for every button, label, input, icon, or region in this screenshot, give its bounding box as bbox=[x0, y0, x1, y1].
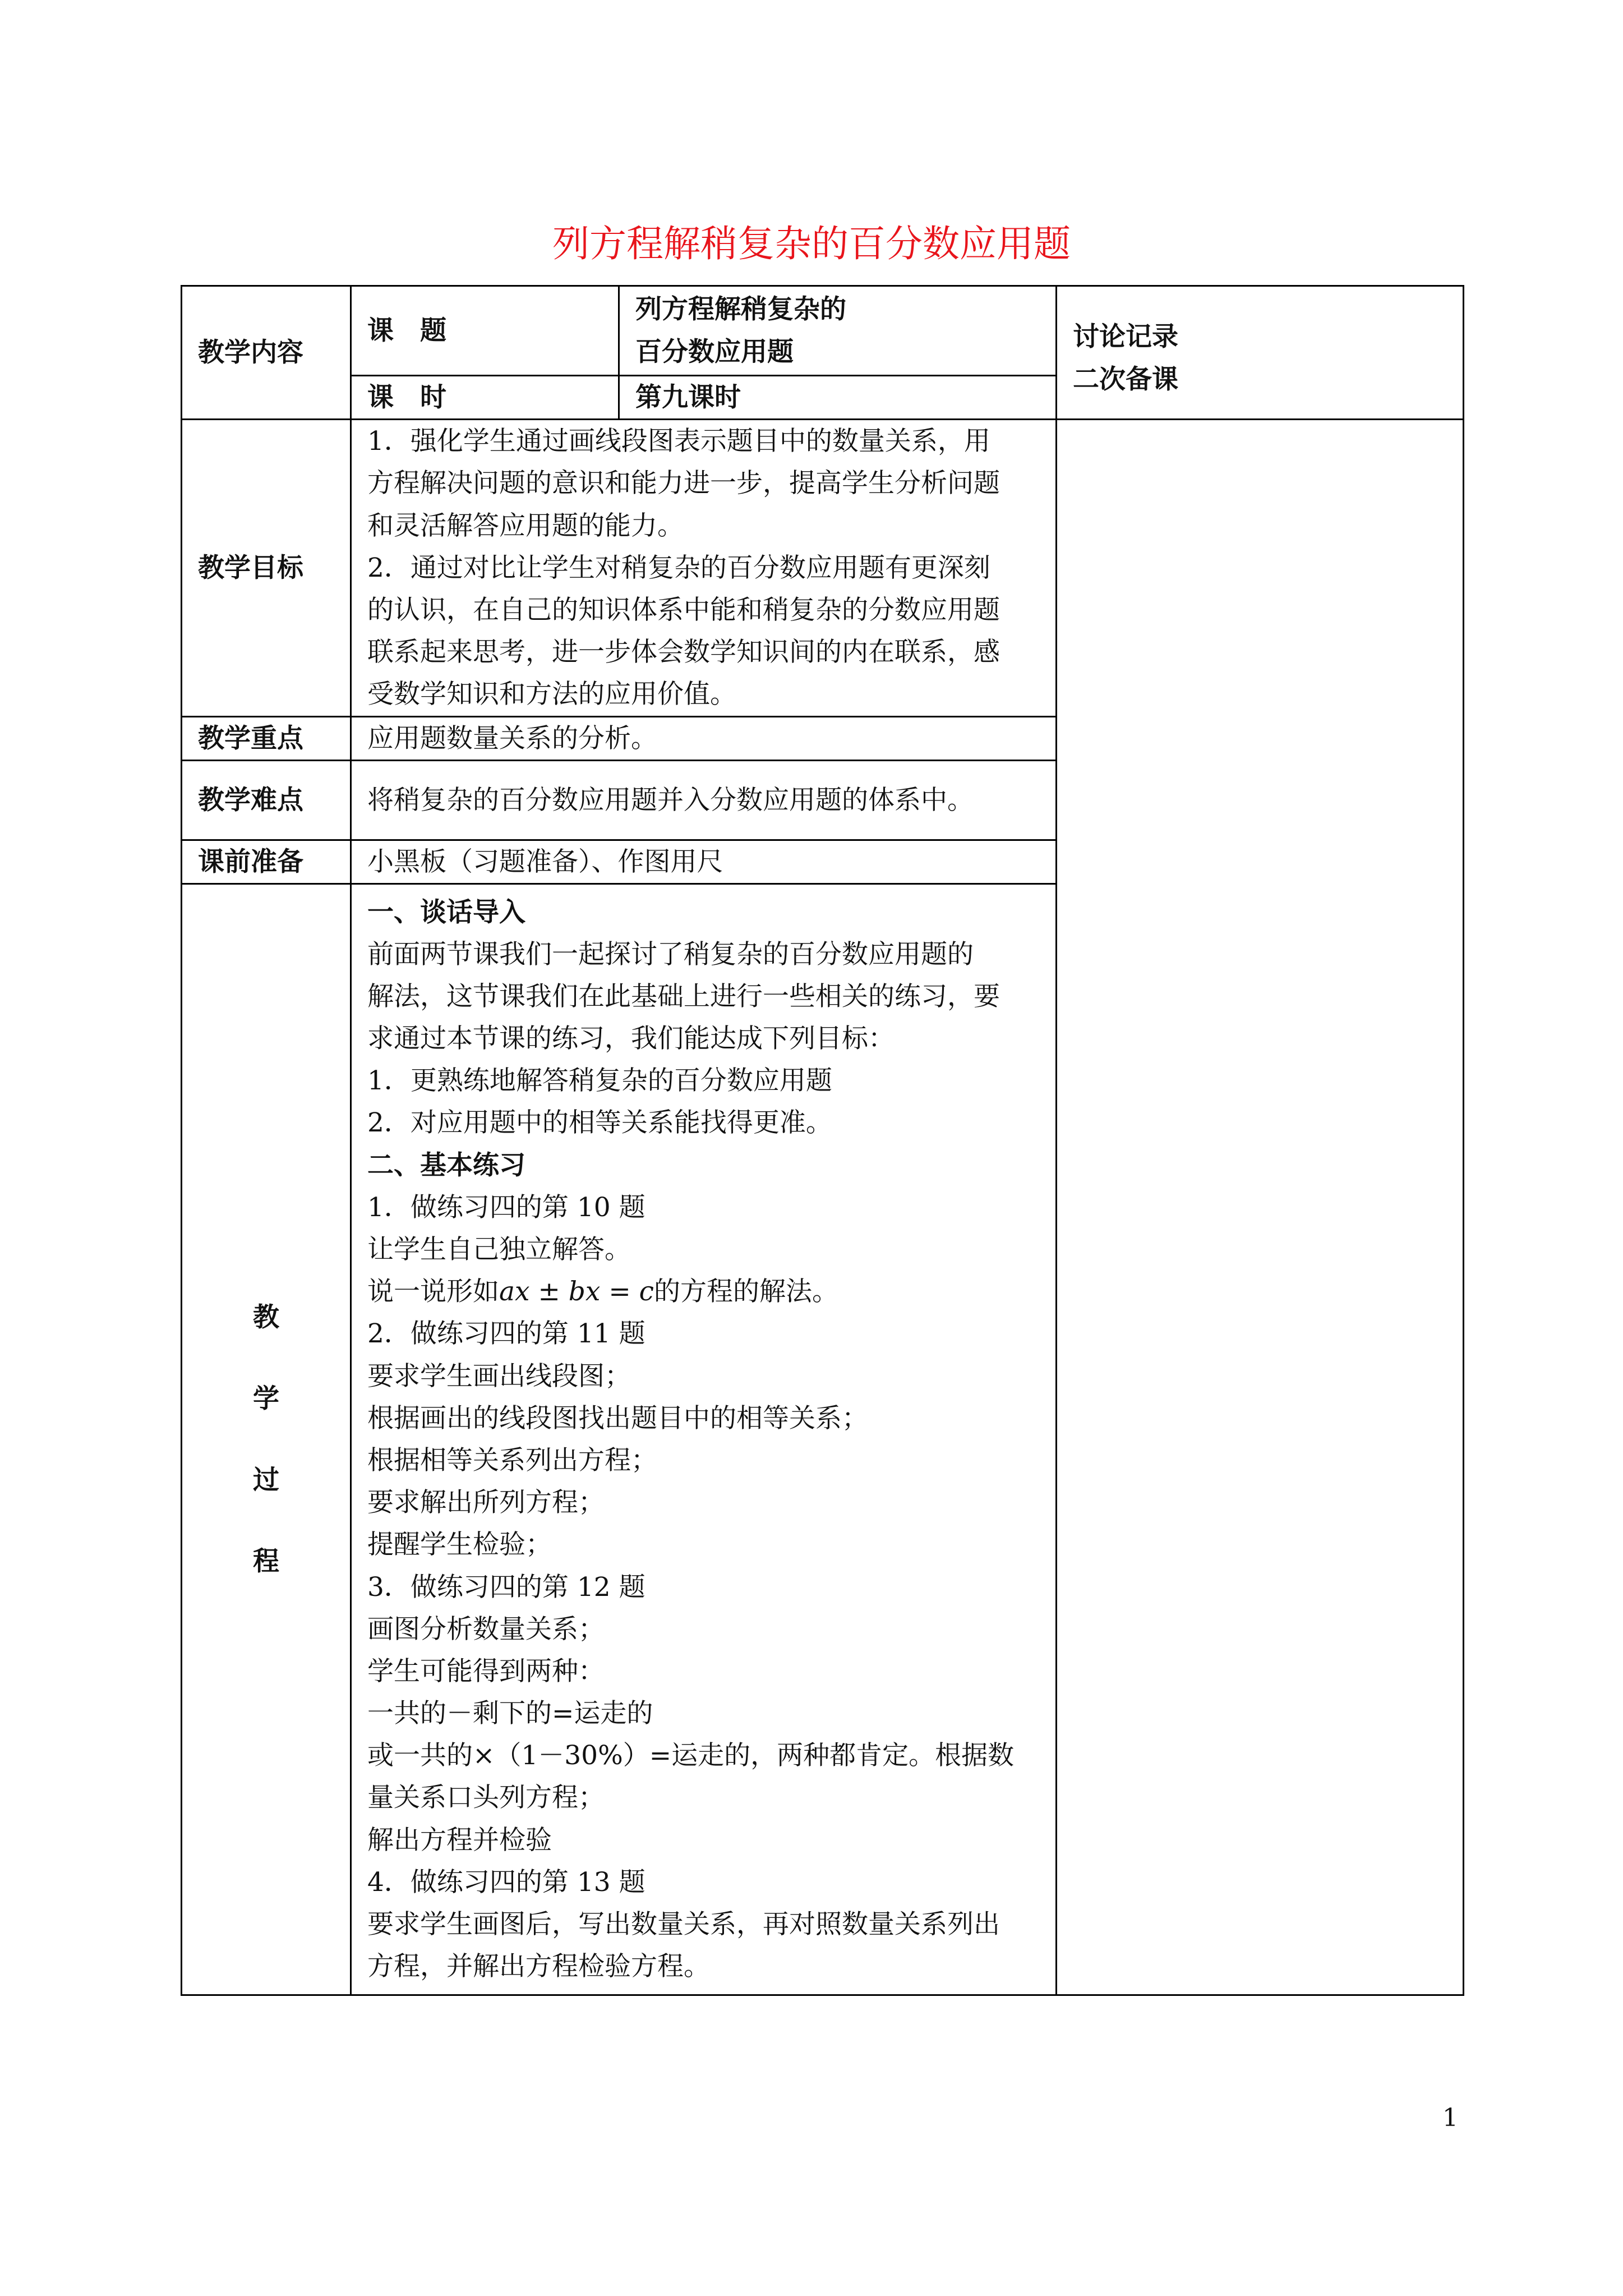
process-label-char: 程 bbox=[253, 1546, 279, 1577]
label-objectives: 教学目标 bbox=[182, 420, 351, 716]
objective-line: 联系起来思考，进一步体会数学知识间的内在联系，感 bbox=[367, 637, 1000, 668]
objectives-text bbox=[351, 420, 1057, 716]
formula-suffix: 的方程的解法。 bbox=[653, 1276, 838, 1308]
practice-line: 3．做练习四的第 12 题 bbox=[367, 1571, 645, 1603]
intro-line: 求通过本节课的练习，我们能达成下列目标： bbox=[367, 1023, 895, 1055]
practice-line: 提醒学生检验； bbox=[367, 1529, 552, 1561]
label-preparation: 课前准备 bbox=[182, 840, 351, 884]
topic-line-2: 百分数应用题 bbox=[635, 336, 794, 367]
header-row-topic bbox=[182, 286, 1464, 376]
page-number: 1 bbox=[1442, 2104, 1458, 2132]
objectives-row bbox=[182, 420, 1464, 716]
formula-prefix: 说一说形如 bbox=[367, 1276, 499, 1308]
practice-line: 要求学生画图后，写出数量关系，再对照数量关系列出 bbox=[367, 1909, 1000, 1940]
objective-line: 2．通过对比让学生对稍复杂的百分数应用题有更深刻 bbox=[367, 552, 990, 583]
section-heading-intro: 一、谈话导入 bbox=[367, 896, 525, 928]
objective-line: 和灵活解答应用题的能力。 bbox=[367, 510, 684, 541]
topic-line-1: 列方程解稍复杂的 bbox=[635, 294, 846, 325]
practice-line: 或一共的×（1－30%）=运走的，两种都肯定。根据数 bbox=[367, 1740, 1015, 1772]
intro-line: 前面两节课我们一起探讨了稍复杂的百分数应用题的 bbox=[367, 938, 974, 970]
discussion-record-label: 讨论记录 bbox=[1073, 321, 1178, 353]
intro-line: 1．更熟练地解答稍复杂的百分数应用题 bbox=[367, 1065, 832, 1097]
label-topic: 课 题 bbox=[351, 286, 619, 376]
process-label-char: 学 bbox=[253, 1383, 279, 1414]
practice-line: 方程，并解出方程检验方程。 bbox=[367, 1951, 710, 1982]
objective-line: 的认识，在自己的知识体系中能和稍复杂的分数应用题 bbox=[367, 594, 1000, 625]
label-difficulty: 教学难点 bbox=[182, 760, 351, 840]
lesson-plan-table bbox=[181, 285, 1464, 1996]
label-teaching-content: 教学内容 bbox=[182, 286, 351, 420]
key-point-text: 应用题数量关系的分析。 bbox=[351, 716, 1057, 760]
practice-line: 1．做练习四的第 10 题 bbox=[367, 1191, 645, 1223]
document-title: 列方程解稍复杂的百分数应用题 bbox=[552, 222, 1071, 265]
topic-value bbox=[619, 286, 1057, 376]
practice-line: 4．做练习四的第 13 题 bbox=[367, 1866, 645, 1898]
practice-line: 量关系口头列方程； bbox=[367, 1782, 605, 1814]
difficulty-text: 将稍复杂的百分数应用题并入分数应用题的体系中。 bbox=[351, 760, 1057, 840]
practice-line: 解出方程并检验 bbox=[367, 1824, 552, 1856]
label-period: 课 时 bbox=[351, 376, 619, 420]
discussion-header bbox=[1057, 286, 1464, 420]
practice-line: 要求解出所列方程； bbox=[367, 1487, 605, 1519]
practice-line: 学生可能得到两种： bbox=[367, 1655, 605, 1687]
practice-line: 2．做练习四的第 11 题 bbox=[367, 1318, 645, 1350]
process-text bbox=[351, 884, 1057, 1995]
objective-line: 1．强化学生通过画线段图表示题目中的数量关系，用 bbox=[367, 426, 990, 457]
label-process bbox=[182, 884, 351, 1995]
section-heading-practice: 二、基本练习 bbox=[367, 1149, 525, 1181]
intro-line: 解法，这节课我们在此基础上进行一些相关的练习，要 bbox=[367, 981, 1000, 1012]
practice-line: 要求学生画出线段图； bbox=[367, 1360, 631, 1392]
formula-line bbox=[367, 1271, 1040, 1313]
practice-line: 根据相等关系列出方程； bbox=[367, 1444, 657, 1476]
process-label-char: 过 bbox=[253, 1464, 279, 1496]
practice-line: 画图分析数量关系； bbox=[367, 1613, 605, 1645]
process-label-char: 教 bbox=[253, 1301, 279, 1333]
objective-line: 方程解决问题的意识和能力进一步，提高学生分析问题 bbox=[367, 468, 1000, 499]
formula: ax ± bx = c bbox=[499, 1276, 654, 1308]
second-prep-label: 二次备课 bbox=[1073, 364, 1178, 395]
practice-line: 让学生自己独立解答。 bbox=[367, 1234, 631, 1265]
label-key-point: 教学重点 bbox=[182, 716, 351, 760]
practice-line: 根据画出的线段图找出题目中的相等关系； bbox=[367, 1402, 868, 1434]
discussion-notes-area bbox=[1057, 420, 1464, 1995]
objective-line: 受数学知识和方法的应用价值。 bbox=[367, 679, 736, 710]
practice-line: 一共的－剩下的=运走的 bbox=[367, 1698, 653, 1729]
period-value: 第九课时 bbox=[619, 376, 1057, 420]
intro-line: 2．对应用题中的相等关系能找得更准。 bbox=[367, 1107, 832, 1139]
preparation-text: 小黑板（习题准备）、作图用尺 bbox=[351, 840, 1057, 884]
